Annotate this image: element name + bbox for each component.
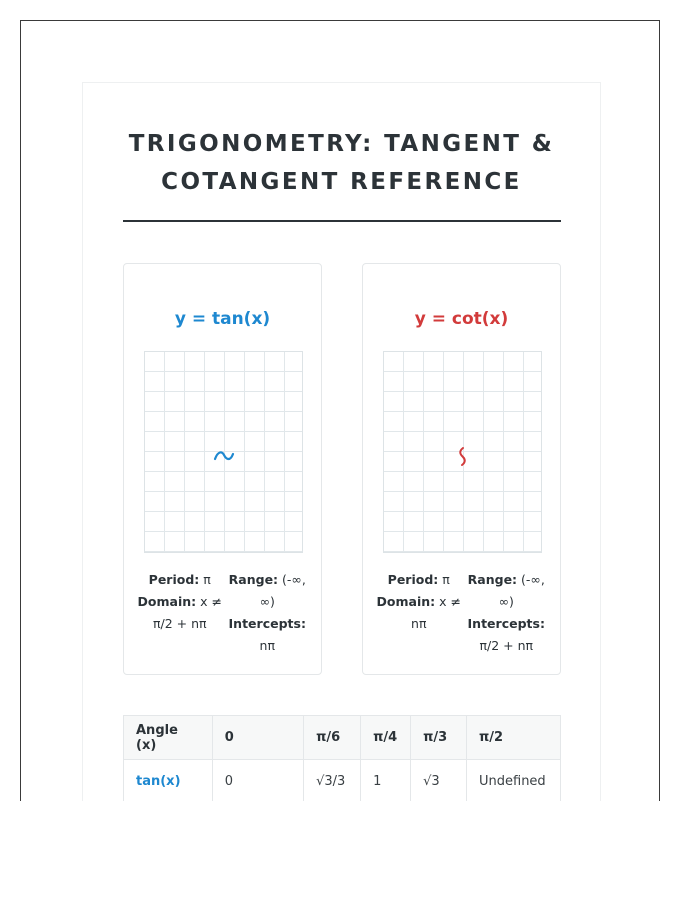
cot-domain-value: x ≠ nπ <box>411 594 461 631</box>
title-line-2: COTANGENT REFERENCE <box>161 169 522 195</box>
table-cell: √3 <box>411 760 467 802</box>
tan-domain-value: x ≠ π/2 + nπ <box>152 594 222 631</box>
table-cell: Undefined <box>467 760 561 802</box>
tan-range-value: (-∞, ∞) <box>259 572 306 609</box>
tan-period-value: π <box>203 572 211 587</box>
table-row <box>124 760 561 802</box>
table-header-cell: π/6 <box>304 716 361 760</box>
cot-range-value: (-∞, ∞) <box>498 572 545 609</box>
title-divider <box>123 220 561 222</box>
cot-properties-left <box>375 569 463 657</box>
tan-graph <box>144 351 303 553</box>
tan-period-label: Period: <box>148 572 200 587</box>
tan-curve-icon <box>145 352 304 554</box>
table-header-row <box>124 716 561 760</box>
cot-domain-label: Domain: <box>376 594 436 609</box>
table-header-cell: 0 <box>212 716 303 760</box>
table-cell: 0 <box>212 760 303 802</box>
cot-properties-right <box>463 569 551 657</box>
tan-intercepts-label: Intercepts: <box>228 616 306 631</box>
tan-domain-label: Domain: <box>137 594 197 609</box>
row-label-tan: tan(x) <box>124 760 213 802</box>
values-table-wrap <box>123 715 561 801</box>
reference-card <box>82 82 601 801</box>
tan-properties <box>136 569 311 657</box>
cot-intercepts-value: π/2 + nπ <box>479 638 534 653</box>
table-header-cell: Angle (x) <box>124 716 213 760</box>
tan-panel-title: y = tan(x) <box>174 309 271 329</box>
cot-curve-icon <box>384 352 543 554</box>
cot-range-label: Range: <box>467 572 518 587</box>
cot-panel-title: y = cot(x) <box>414 309 509 329</box>
title-line-1: TRIGONOMETRY: TANGENT & <box>128 131 555 157</box>
cot-intercepts-label: Intercepts: <box>467 616 545 631</box>
tan-properties-left <box>136 569 224 657</box>
tan-panel <box>123 263 322 675</box>
cot-period-value: π <box>442 572 450 587</box>
table-cell: √3/3 <box>304 760 361 802</box>
tan-properties-right <box>224 569 312 657</box>
tan-range-label: Range: <box>228 572 279 587</box>
table-header-cell: π/2 <box>467 716 561 760</box>
cot-graph <box>383 351 542 553</box>
page-frame <box>20 20 660 801</box>
table-header-cell: π/3 <box>411 716 467 760</box>
page-title <box>83 125 600 201</box>
tan-intercepts-value: nπ <box>259 638 275 653</box>
table-header-cell: π/4 <box>361 716 411 760</box>
cot-panel <box>362 263 561 675</box>
cot-period-label: Period: <box>387 572 439 587</box>
values-table <box>123 715 561 801</box>
table-cell: 1 <box>361 760 411 802</box>
cot-properties <box>375 569 550 657</box>
